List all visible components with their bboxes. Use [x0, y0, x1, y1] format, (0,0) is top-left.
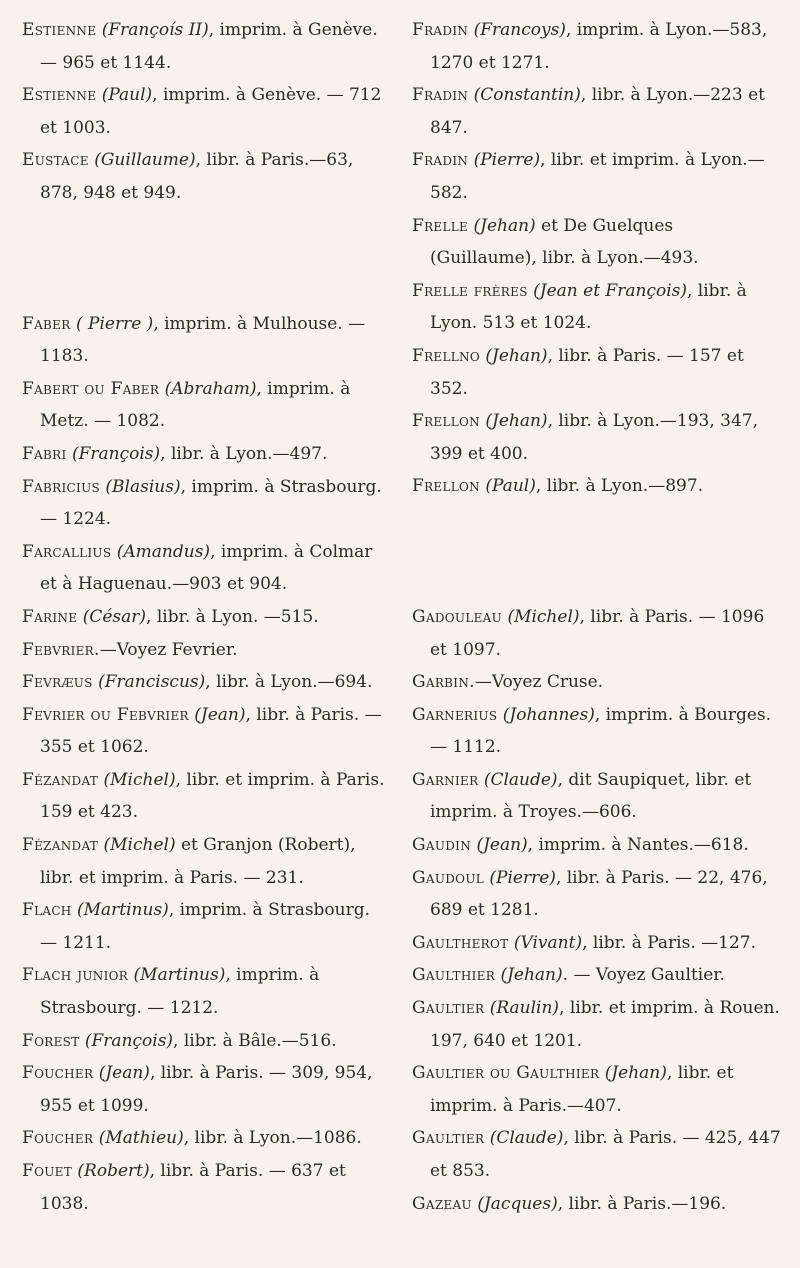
entry-details: , imprim. à Metz. — 1082.: [40, 378, 351, 432]
entry-given-name: (Robert): [77, 1161, 150, 1181]
entry-name: Gaudin: [412, 835, 472, 856]
entry-given-name: (Martinus): [76, 900, 169, 921]
entry-given-name: (Constantin): [473, 85, 581, 106]
index-entry: [412, 862, 784, 927]
index-entry: [412, 927, 784, 960]
entry-name: Flach: [22, 900, 72, 921]
index-entry: [22, 829, 392, 894]
entry-given-name: (Jean): [98, 1063, 150, 1084]
index-entry: [412, 1057, 784, 1122]
entry-name: Gaudoul: [412, 867, 485, 888]
entry-given-name: (Paul): [101, 85, 153, 106]
index-entry: [412, 210, 784, 275]
entry-name: Frellno: [412, 345, 480, 366]
index-entry: [22, 666, 392, 699]
entry-details: et Granjon (Robert), libr. et imprim. à Paris. — 231.: [40, 835, 356, 888]
entry-given-name: (Claude): [483, 769, 558, 790]
entry-name: Flach junior: [22, 965, 129, 986]
index-entry: [412, 340, 784, 405]
entry-details: , imprim. à Strasbourg.— 1224.: [40, 476, 382, 530]
entry-name: Garbin.: [412, 672, 475, 693]
entry-given-name: (Jean): [194, 704, 246, 725]
entry-given-name: (Jehan): [473, 215, 536, 236]
entry-name: Fézandat: [22, 835, 99, 856]
entry-details: , libr. à Lyon. —515.: [146, 606, 319, 627]
entry-details: , libr. à Paris. — 22, 476, 689 et 1281.: [430, 867, 768, 921]
entry-details: , libr. à Lyon.—897.: [535, 476, 704, 497]
index-entry: [412, 470, 784, 503]
entry-name: Fevræus: [22, 672, 93, 693]
group-spacer: [412, 503, 784, 601]
entry-name: Fouet: [22, 1161, 73, 1181]
entry-given-name: (Vivant): [513, 932, 583, 953]
left-column: [22, 14, 392, 1220]
entry-details: , imprim. à Strasbourg. — 1212.: [40, 965, 320, 1019]
entry-details: , libr. à Paris.—196.: [557, 1193, 727, 1214]
left-group-1: [22, 14, 392, 210]
index-entry: [22, 634, 392, 667]
entry-details: , libr. à Lyon.—1086.: [183, 1128, 362, 1149]
entry-given-name: (Raulin): [489, 998, 560, 1019]
entry-name: Garnerius: [412, 704, 498, 725]
index-entry: [22, 1122, 392, 1155]
entry-given-name: (Michel): [507, 606, 580, 627]
index-entry: [22, 536, 392, 601]
entry-given-name: (Michel): [103, 769, 176, 790]
index-entry: [412, 275, 784, 340]
index-entry: [22, 14, 392, 79]
entry-given-name: (Paul): [485, 476, 536, 497]
entry-details: , dit Saupiquet, libr. et imprim. à Troyes.—606.: [430, 769, 752, 823]
entry-name: Fradin: [412, 85, 469, 106]
right-group-2: [412, 601, 784, 1220]
entry-given-name: (Guillaume): [94, 150, 196, 171]
entry-name: Fézandat: [22, 769, 99, 790]
entry-given-name: (Michel): [103, 835, 176, 856]
entry-details: —Voyez Cruse.: [474, 672, 604, 693]
entry-name: Frellon: [412, 476, 480, 497]
index-entry: [412, 992, 784, 1057]
entry-details: , libr. à Paris. —127.: [582, 932, 757, 953]
entry-details: , imprim. à Bourges.— 1112.: [430, 704, 772, 758]
entry-details: , libr. à Paris. — 309, 954, 955 et 1099.: [40, 1063, 373, 1116]
index-entry: [22, 438, 392, 471]
entry-name: Gazeau: [412, 1193, 472, 1214]
entry-name: Estienne: [22, 85, 97, 106]
entry-name: Estienne: [22, 20, 97, 40]
index-entry: [412, 144, 784, 209]
entry-given-name: (Claude): [489, 1128, 564, 1149]
entry-details: , libr. et imprim. à Lyon.— 582.: [430, 150, 765, 203]
index-entry: [412, 699, 784, 764]
index-entry: [412, 405, 784, 470]
entry-details: —Voyez Fevrier.: [99, 639, 238, 660]
entry-given-name: (Abraham): [164, 378, 257, 399]
index-entry: [412, 959, 784, 992]
entry-given-name: (Francoys): [473, 20, 566, 40]
index-entry: [22, 373, 392, 438]
entry-name: Foucher: [22, 1063, 94, 1084]
index-entry: [412, 601, 784, 666]
entry-name: Fevrier ou Febvrier: [22, 704, 189, 725]
entry-details: , libr. à Paris. — 157 et 352.: [430, 345, 744, 399]
entry-given-name: (Mathieu): [98, 1128, 184, 1149]
entry-given-name: (Jehan): [485, 411, 548, 432]
index-entry: [412, 1122, 784, 1187]
entry-given-name: (Franciscus): [98, 672, 206, 693]
entry-details: , imprim. à Genève. — 712 et 1003.: [40, 85, 382, 138]
index-entry: [412, 764, 784, 829]
entry-name: Fabri: [22, 443, 67, 464]
index-entry: [412, 79, 784, 144]
entry-given-name: (César): [82, 606, 147, 627]
entry-details: , libr. à Lyon.—223 et 847.: [430, 85, 765, 138]
entry-name: Gaultherot: [412, 932, 509, 953]
entry-given-name: (Jean): [476, 835, 528, 856]
left-group-2: [22, 308, 392, 1221]
entry-name: Foucher: [22, 1128, 94, 1149]
index-entry: [22, 959, 392, 1024]
entry-name: Frellon: [412, 411, 480, 432]
entry-details: , imprim. à Colmar et à Haguenau.—903 et 904.: [40, 541, 373, 595]
index-entry: [412, 14, 784, 79]
index-entry: [22, 144, 392, 209]
index-entry: [22, 79, 392, 144]
index-entry: [22, 1155, 392, 1220]
entry-details: , imprim. à Lyon.—583, 1270 et 1271.: [430, 20, 768, 73]
entry-given-name: (Amandus): [116, 541, 211, 562]
entry-name: Eustace: [22, 150, 89, 171]
entry-details: , imprim. à Nantes.—618.: [527, 835, 749, 856]
entry-details: , libr. à Lyon.—497.: [160, 443, 328, 464]
entry-name: Fradin: [412, 150, 469, 171]
entry-given-name: (François): [71, 443, 161, 464]
entry-name: Gaultier: [412, 998, 485, 1019]
entry-name: Gadouleau: [412, 606, 503, 627]
entry-given-name: (Jehan): [485, 345, 548, 366]
right-column: [412, 14, 784, 1220]
entry-given-name: (Jean et François): [533, 280, 687, 301]
entry-details: , libr. à Lyon. 513 et 1024.: [430, 280, 747, 334]
index-entry: [22, 308, 392, 373]
index-entry: [22, 894, 392, 959]
entry-details: , libr. à Paris. — 355 et 1062.: [40, 704, 382, 758]
entry-given-name: (Pierre): [473, 150, 541, 171]
index-entry: [22, 699, 392, 764]
index-entry: [22, 764, 392, 829]
entry-given-name: ( Pierre ): [75, 313, 154, 334]
entry-details: , libr. et imprim. à Paris. 159 et 423.: [40, 769, 385, 823]
entry-details: , libr. à Lyon.—193, 347, 399 et 400.: [430, 411, 759, 464]
index-entry: [412, 666, 784, 699]
entry-given-name: (Jacques): [477, 1193, 558, 1214]
entry-name: Fabert ou Faber: [22, 378, 160, 399]
entry-details: , libr. à Paris. — 1096 et 1097.: [430, 606, 765, 660]
entry-name: Farcallius: [22, 541, 112, 562]
group-spacer: [22, 210, 392, 308]
index-entry: [22, 1025, 392, 1058]
entry-given-name: (Martinus): [133, 965, 226, 986]
entry-given-name: (Jehan): [500, 965, 563, 986]
entry-name: Forest: [22, 1030, 80, 1051]
index-entry: [412, 829, 784, 862]
entry-given-name: (Françoís II): [101, 20, 209, 40]
entry-name: Gaultier ou Gaulthier: [412, 1063, 600, 1084]
index-entry: [22, 1057, 392, 1122]
entry-details: , libr. à Lyon.—694.: [205, 672, 373, 693]
entry-given-name: (Johannes): [502, 704, 595, 725]
entry-details: . — Voyez Gaultier.: [562, 965, 725, 986]
entry-details: , libr. à Paris. — 425, 447 et 853.: [430, 1128, 781, 1181]
entry-given-name: (Pierre): [489, 867, 556, 888]
entry-name: Faber: [22, 313, 71, 334]
entry-name: Frelle frères: [412, 280, 528, 301]
entry-name: Gaultier: [412, 1128, 485, 1149]
entry-details: , libr. à Paris. — 637 et 1038.: [40, 1161, 346, 1214]
index-entry: [412, 1188, 784, 1221]
entry-given-name: (Jehan): [604, 1063, 667, 1084]
entry-name: Garnier: [412, 769, 479, 790]
entry-details: , imprim. à Mulhouse. — 1183.: [40, 313, 366, 367]
entry-details: , imprim. à Genève.— 965 et 1144.: [40, 20, 378, 73]
entry-details: , libr. et imprim. à Rouen. 197, 640 et 1201.: [430, 998, 780, 1051]
entry-given-name: (Blasius): [105, 476, 181, 497]
entry-details: , libr. à Bâle.—516.: [173, 1030, 337, 1051]
entry-name: Farine: [22, 606, 78, 627]
right-group-1: [412, 14, 784, 503]
entry-name: Gaulthier: [412, 965, 496, 986]
entry-details: , libr. à Paris.—63, 878, 948 et 949.: [40, 150, 354, 203]
entry-details: , imprim. à Strasbourg. — 1211.: [40, 900, 371, 953]
entry-name: Frelle: [412, 215, 469, 236]
entry-name: Febvrier.: [22, 639, 100, 660]
entry-details: et De Guelques (Guillaume), libr. à Lyon.—493.: [430, 215, 699, 269]
index-entry: [22, 601, 392, 634]
entry-given-name: (François): [84, 1030, 174, 1051]
entry-name: Fabricius: [22, 476, 101, 497]
index-entry: [22, 471, 392, 536]
entry-name: Fradin: [412, 20, 469, 40]
entry-details: , libr. et imprim. à Paris.—407.: [430, 1063, 734, 1116]
